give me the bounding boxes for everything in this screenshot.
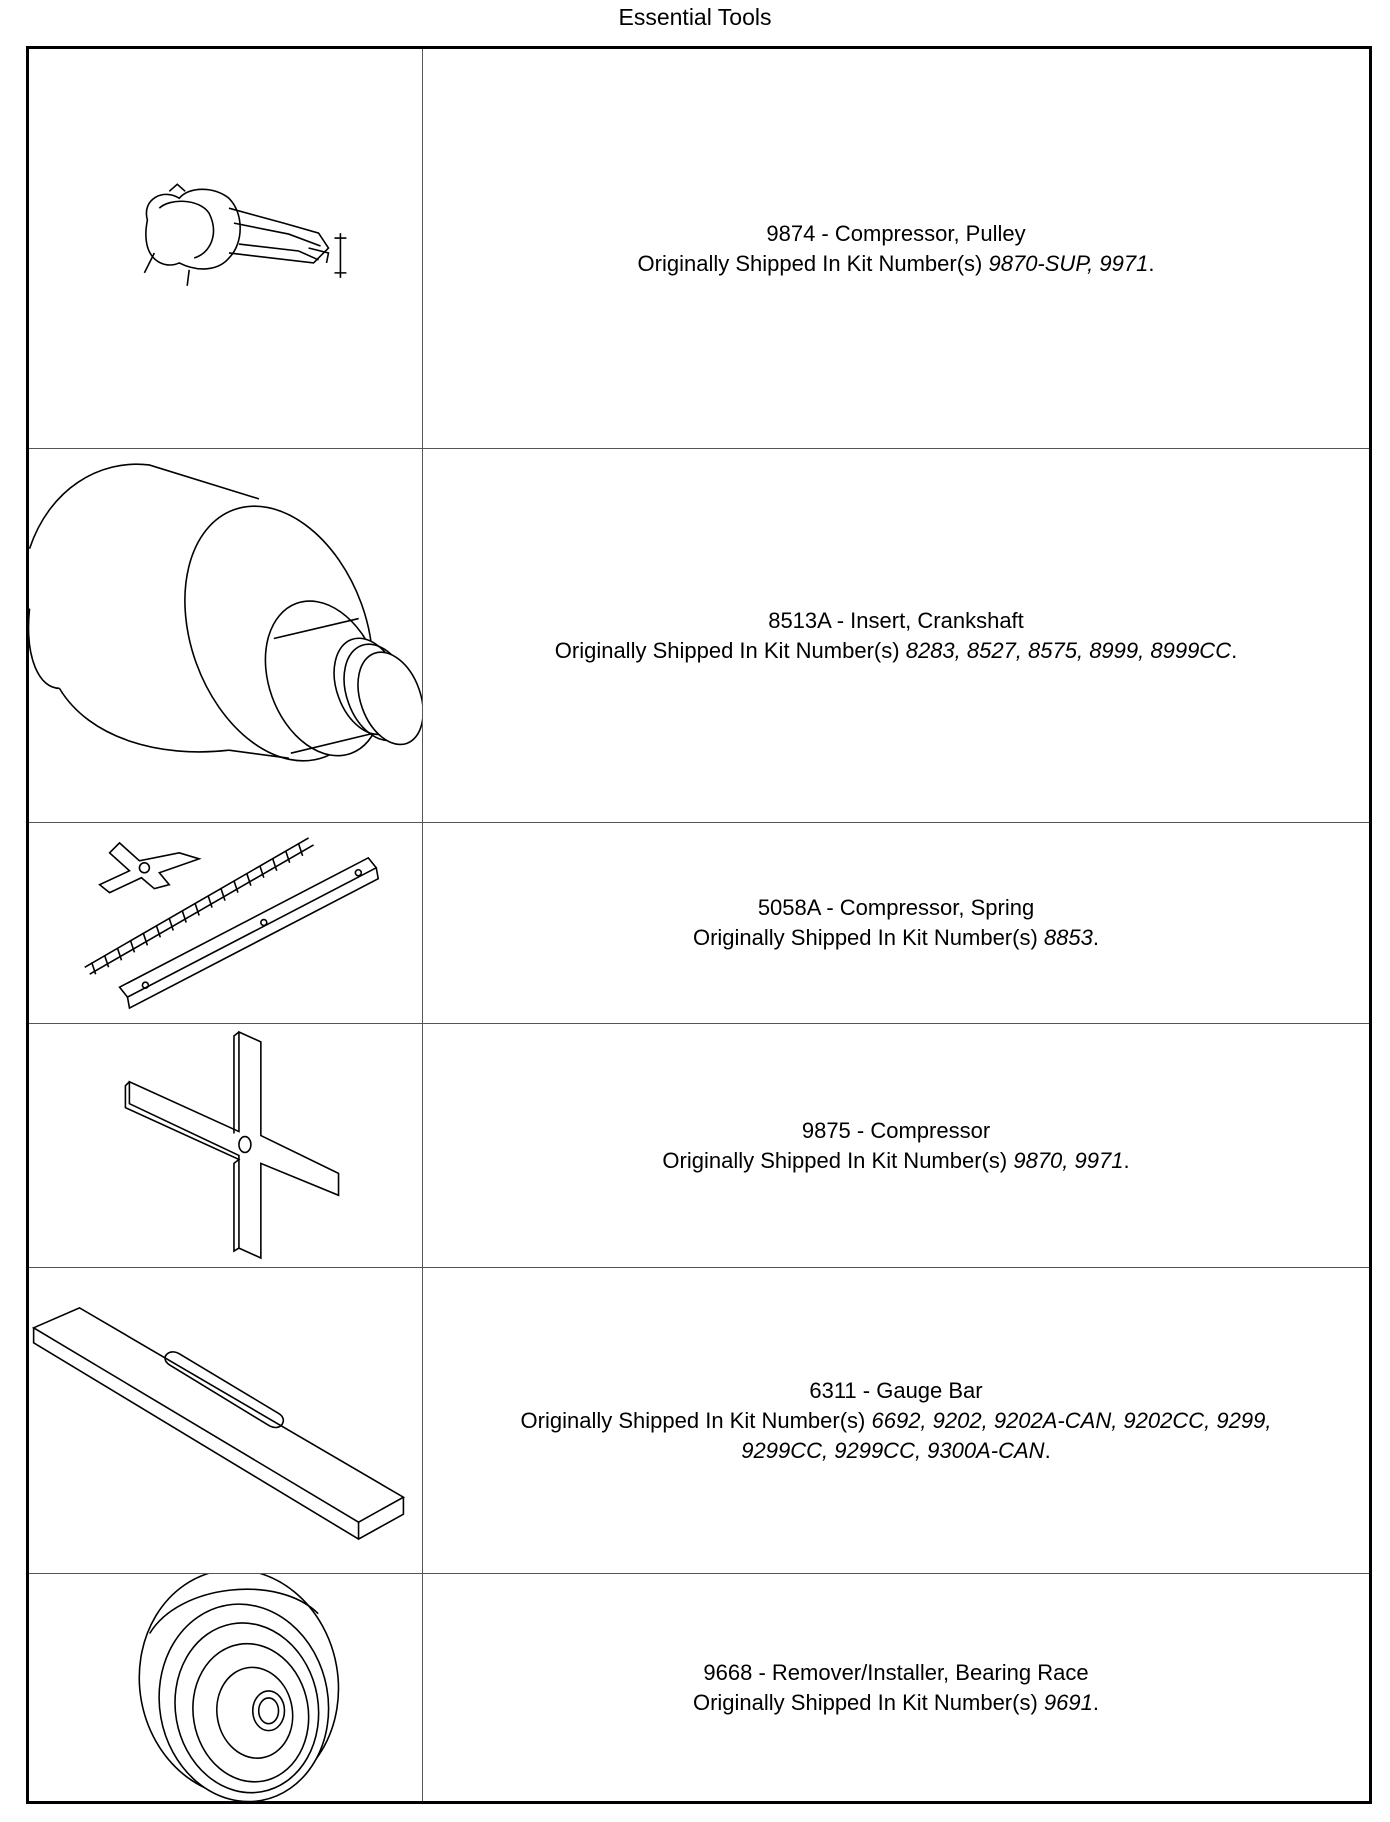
tool-image-cell [28, 1268, 423, 1574]
tool-heading: 5058A - Compressor, Spring [757, 895, 1035, 920]
kit-numbers: 9870-SUP, 9971 [988, 250, 1149, 276]
table-row [28, 449, 1371, 823]
kit-prefix: Originally Shipped In Kit Number(s) [637, 250, 983, 276]
table-row [28, 48, 1371, 449]
kit-numbers: 9870, 9971 [1013, 1147, 1124, 1173]
kit-line: Originally Shipped In Kit Number(s) 9870, 9971. [662, 1147, 1130, 1173]
table-row [28, 823, 1371, 1024]
table-row [28, 1268, 1371, 1574]
tool-heading: 9875 - Compressor [801, 1117, 991, 1143]
kit-line: Originally Shipped In Kit Number(s) 9870-SUP, 9971. [637, 250, 1155, 276]
tool-description-cell [423, 1268, 1371, 1574]
tools-table [26, 46, 1372, 1804]
tool-description-cell [423, 823, 1371, 1024]
kit-prefix: Originally Shipped In Kit Number(s) [520, 1407, 866, 1433]
tool-image-cell [28, 1574, 423, 1803]
kit-prefix: Originally Shipped In Kit Number(s) [692, 1689, 1038, 1715]
tool-heading: 9668 - Remover/Installer, Bearing Race [703, 1659, 1089, 1685]
tool-heading: 9874 - Compressor, Pulley [766, 220, 1026, 246]
tool-image-cell [28, 48, 423, 449]
tool-description-cell [423, 1574, 1371, 1803]
spring-compressor-illustration [29, 823, 422, 1023]
tool-description-cell [423, 1024, 1371, 1268]
kit-line [423, 1406, 1369, 1436]
crankshaft-insert-illustration [29, 449, 422, 822]
bearing-race-tool-illustration [29, 1574, 422, 1801]
kit-numbers: 8853 [1043, 925, 1093, 950]
tool-image-cell [28, 1024, 423, 1268]
table-row [28, 1024, 1371, 1268]
gauge-bar-illustration [29, 1268, 422, 1573]
kit-prefix: Originally Shipped In Kit Number(s) [662, 1147, 1008, 1173]
tool-description-cell [423, 48, 1371, 449]
tool-heading: 8513A - Insert, Crankshaft [768, 607, 1024, 633]
kit-line: Originally Shipped In Kit Number(s) 8283, 8527, 8575, 8999, 8999CC. [554, 637, 1238, 663]
kit-line: Originally Shipped In Kit Number(s) 9691. [692, 1689, 1099, 1715]
kit-line: Originally Shipped In Kit Number(s) 8853. [692, 925, 1099, 950]
pulley-compressor-illustration [29, 49, 422, 448]
kit-prefix: Originally Shipped In Kit Number(s) [692, 925, 1038, 950]
tool-heading: 6311 - Gauge Bar [809, 1377, 983, 1403]
cross-plate-compressor-illustration [29, 1024, 422, 1267]
kit-line-continued: 9299CC, 9299CC, 9300A-CAN. [741, 1437, 1051, 1463]
kit-numbers: 6692, 9202, 9202A-CAN, 9202CC, 9299, [871, 1407, 1272, 1433]
kit-prefix: Originally Shipped In Kit Number(s) [554, 637, 900, 663]
page-title: Essential Tools [618, 4, 772, 30]
tool-image-cell [28, 823, 423, 1024]
kit-numbers: 9691 [1043, 1689, 1093, 1715]
table-row [28, 1574, 1371, 1803]
tool-image-cell [28, 449, 423, 823]
kit-numbers: 8283, 8527, 8575, 8999, 8999CC [905, 637, 1232, 663]
kit-numbers-continued: 9299CC, 9299CC, 9300A-CAN [741, 1437, 1045, 1463]
tool-description-cell [423, 449, 1371, 823]
